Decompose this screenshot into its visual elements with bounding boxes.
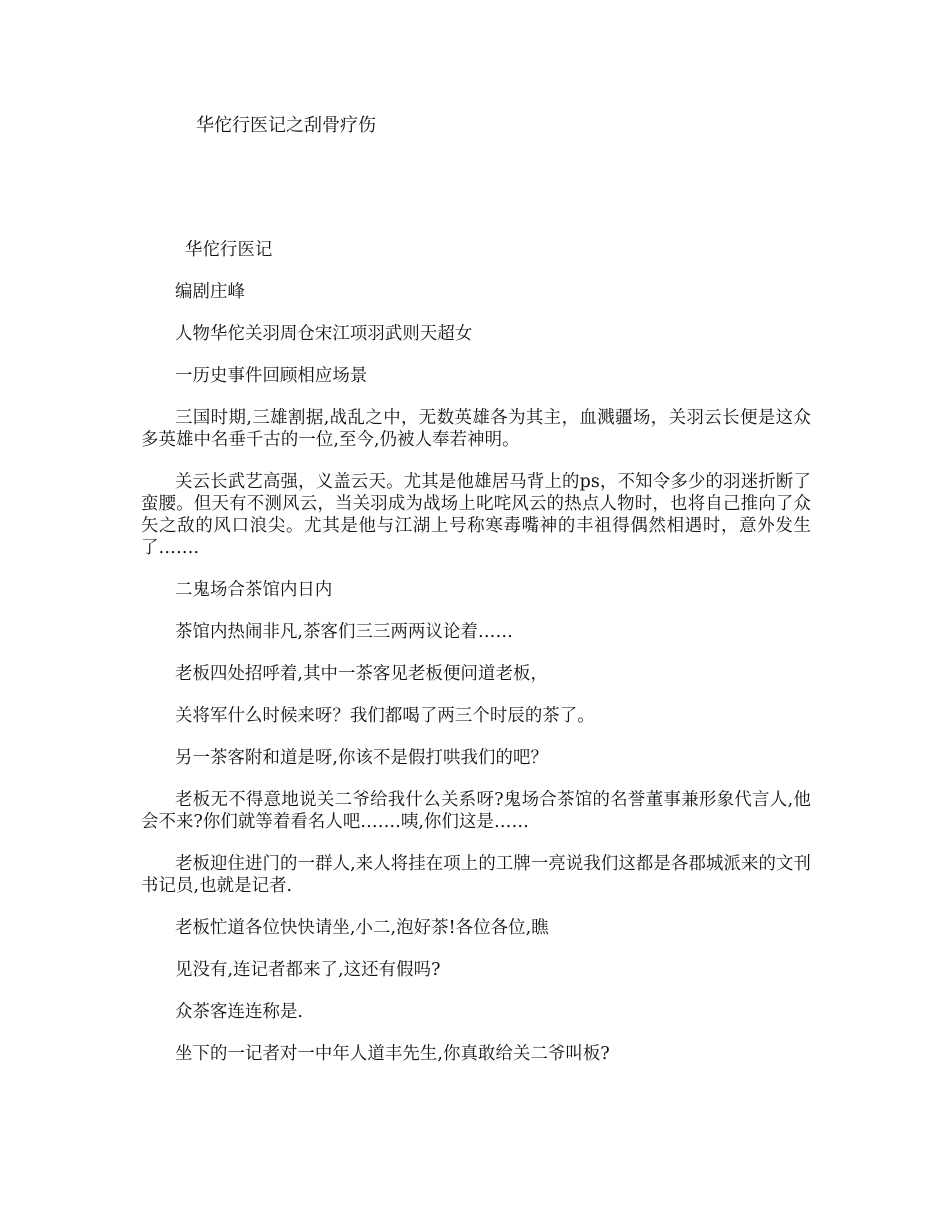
body-paragraph: 老板四处招呼着,其中一茶客见老板便问道老板， xyxy=(175,664,548,684)
body-paragraph: 老板迎住进门的一群人,来人将挂在项上的工牌一亮说我们这都是各郡城派来的文刊书记员,也就是记者. xyxy=(141,854,811,896)
document-body xyxy=(141,239,811,1085)
body-paragraph: 三国时期,三雄割据,战乱之中，无数英雄各为其主，血溅疆场，关羽云长便是这众多英雄中名垂千古的一位,至今,仍被人奉若神明。 xyxy=(141,408,811,450)
body-paragraph: 编剧庄峰 xyxy=(175,282,245,302)
body-paragraph: 见没有,连记者都来了,这还有假吗? xyxy=(175,960,441,980)
document-title: 华佗行医记之刮骨疗伤 xyxy=(196,115,376,136)
body-paragraph: 茶馆内热闹非凡,茶客们三三两两议论着…… xyxy=(175,622,513,642)
body-paragraph: 另一茶客附和道是呀,你该不是假打哄我们的吧？ xyxy=(175,748,548,768)
subtitle-paragraph: 华佗行医记 xyxy=(185,240,273,260)
body-paragraph: 坐下的一记者对一中年人道丰先生,你真敢给关二爷叫板? xyxy=(175,1044,610,1064)
body-paragraph: 关将军什么时候来呀？我们都喝了两三个时辰的茶了。 xyxy=(175,706,595,726)
body-paragraph: 一历史事件回顾相应场景 xyxy=(175,366,368,386)
body-paragraph: 人物华佗关羽周仓宋江项羽武则天超女 xyxy=(175,324,473,344)
body-paragraph: 二鬼场合茶馆内日内 xyxy=(175,580,333,600)
body-paragraph: 老板忙道各位快快请坐,小二,泡好茶!各位各位,瞧 xyxy=(175,918,549,938)
body-paragraph: 关云长武艺高强，义盖云天。尤其是他雄居马背上的ps，不知令多少的羽迷折断了蛮腰。但天有不测风云，当关羽成为战场上叱咤风云的热点人物时，也将自己推向了众矢之敌的风口浪尖。尤其是他与江湖上号称寒毒嘴神的丰祖得偶然相遇时，意外发生了……. xyxy=(141,472,811,558)
body-paragraph: 老板无不得意地说关二爷给我什么关系呀?鬼场合茶馆的名誉董事兼形象代言人,他会不来?你们就等着看名人吧…….咦,你们这是…… xyxy=(141,790,811,832)
body-paragraph: 众茶客连连称是. xyxy=(175,1002,304,1022)
